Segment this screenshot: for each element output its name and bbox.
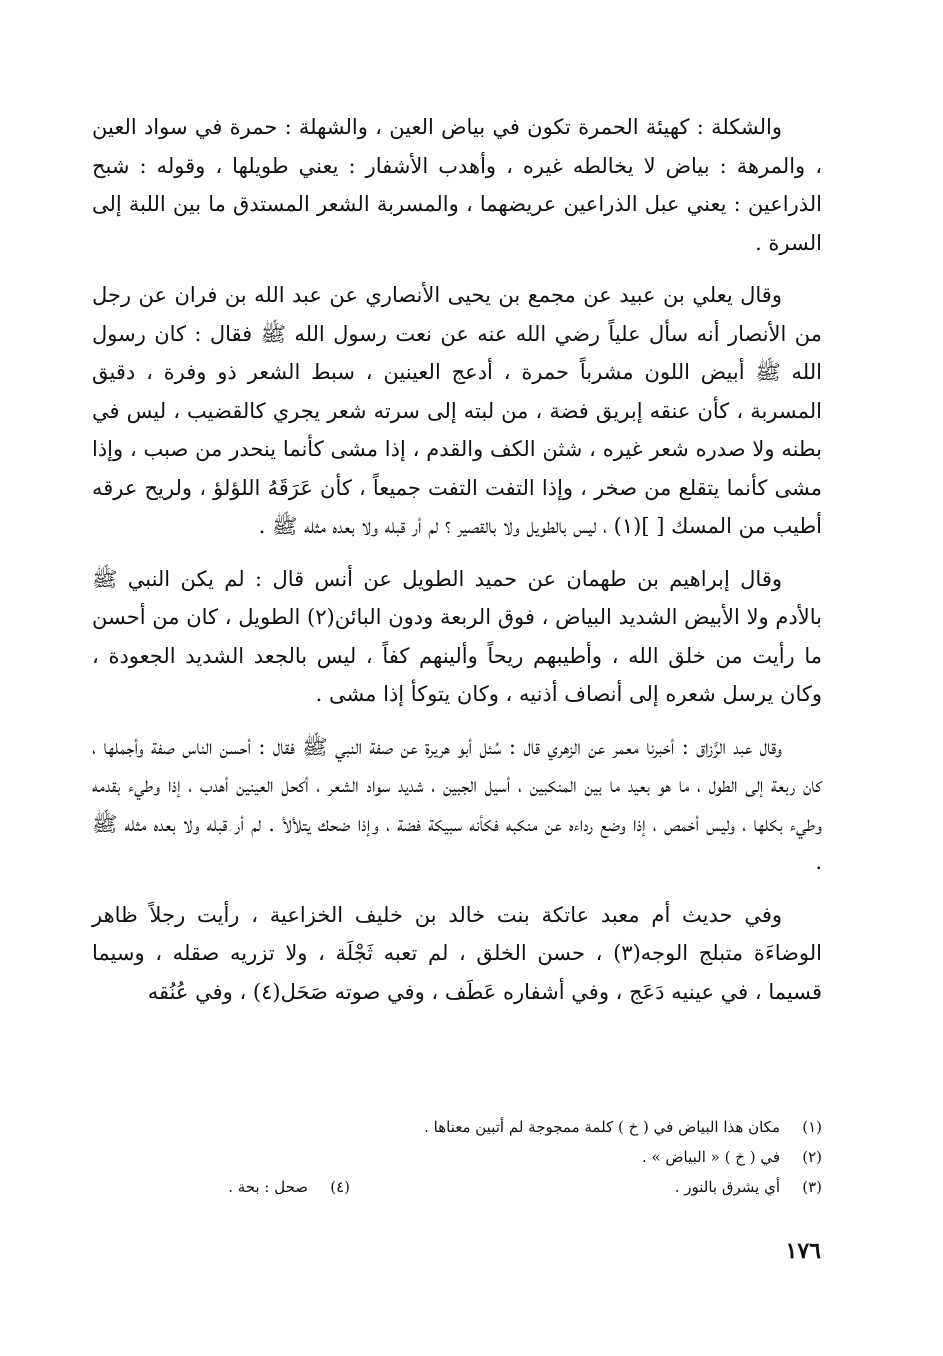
footnote-row-2	[92, 1142, 822, 1172]
paragraph-1: والشكلة : كهيئة الحمرة تكون في بياض العين ، والشهلة : حمرة في سواد العين ، والمرهة : بياض لا يخالطه غيره ، وأهدب الأشفار : يعني طويلها ، وقوله : شبح الذراعين : يعني عبل الذراعين عريضهما ، والمسربة الشعر المستدق ما بين اللبة إلى السرة .	[92, 115, 822, 255]
page-number: ١٧٦	[785, 1238, 821, 1264]
footnote-text: مكان هذا البياض في ( خ ) كلمة ممجوجة لم أتبين معناها .	[424, 1118, 780, 1136]
paragraph-3: وقال إبراهيم بن طهمان عن حميد الطويل عن أنس قال : لم يكن النبي ﷺ بالأدم ولا الأبيض الشديد البياض ، فوق الربعة ودون البائن(٢) الطويل ، كان من أحسن ما رأيت من خلق الله ، وأطيبهم ريحاً وألينهم كفاً ، ليس بالجعد الشديد الجعودة ، وكان يرسل شعره إلى أنصاف أذنيه ، وكان يتوكأ إذا مشى .	[92, 566, 822, 706]
paragraph-5: وفي حديث أم معبد عاتكة بنت خالد بن خليف الخزاعية ، رأيت رجلاً ظاهر الوضاءَة متبلج الوجه(٣) ، حسن الخلق ، لم تعبه ثَجْلَة ، ولا تزريه صقله ، وسيما قسيما ، في عينيه دَعَج ، وفي أشفاره عَطَف ، وفي صوته صَحَل(٤) ، وفي عُنُقه	[92, 902, 823, 1004]
footnote-text: أي يشرق بالنور .	[674, 1178, 780, 1196]
paragraph-4: وقال عبد الرَّزاق : أخبرنا معمر عن الزهري قال : سُئل أبو هريرة عن صفة النبي ﷺ فقال : أحسن الناس صفة وأجملها ، كان ربعة إلى الطول ، ما هو بعيد ما بين المنكبين ، أسيل الجبين ، شديد سواد الشعر ، أكحل العينين أهدب ، إذا وطيء بقدمه وطيء بكلها ، وليس أخمص ، إذا وضع رداءه عن منكبه فكأنه سبيكة فضة ، وإذا ضحك يتلألأ . لم أر قبله ولا بعده مثله ﷺ .	[92, 734, 822, 874]
main-text	[92, 108, 822, 1025]
footnote-row-3	[92, 1172, 822, 1202]
footnote-number: (٢)	[802, 1148, 822, 1166]
footnote-row-1	[92, 1112, 822, 1142]
footnotes	[92, 1112, 822, 1202]
footnote-text: صحل : بحة .	[228, 1178, 308, 1196]
footnote-text: في ( خ ) « البياض » .	[641, 1148, 780, 1166]
paragraph-2: وقال يعلي بن عبيد عن مجمع بن يحيى الأنصاري عن عبد الله بن فران عن رجل من الأنصار أنه سأل علياً رضي الله عنه عن نعت رسول الله ﷺ فقال : كان رسول الله ﷺ أبيض اللون مشرباً حمرة ، أدعج العينين ، سبط الشعر ذو وفرة ، دقيق المسربة ، كأن عنقه إبريق فضة ، من لبته إلى سرته شعر يجري كالقضيب ، ليس في بطنه ولا صدره شعر غيره ، شثن الكف والقدم ، إذا مشى كأنما ينحدر من صبب ، وإذا مشى كأنما يتقلع من صخر ، وإذا التفت التفت جميعاً ، كأن عَرَقَهُ اللؤلؤ ، ولريح عرقه أطيب من المسك [ ](١) ، ليس بالطويل ولا بالقصير ؟ لم أر قبله ولا بعده مثله ﷺ .	[92, 283, 822, 538]
footnote-number: (١)	[802, 1118, 822, 1136]
footnote-number: (٣)	[802, 1178, 822, 1196]
footnote-number: (٤)	[330, 1178, 350, 1196]
